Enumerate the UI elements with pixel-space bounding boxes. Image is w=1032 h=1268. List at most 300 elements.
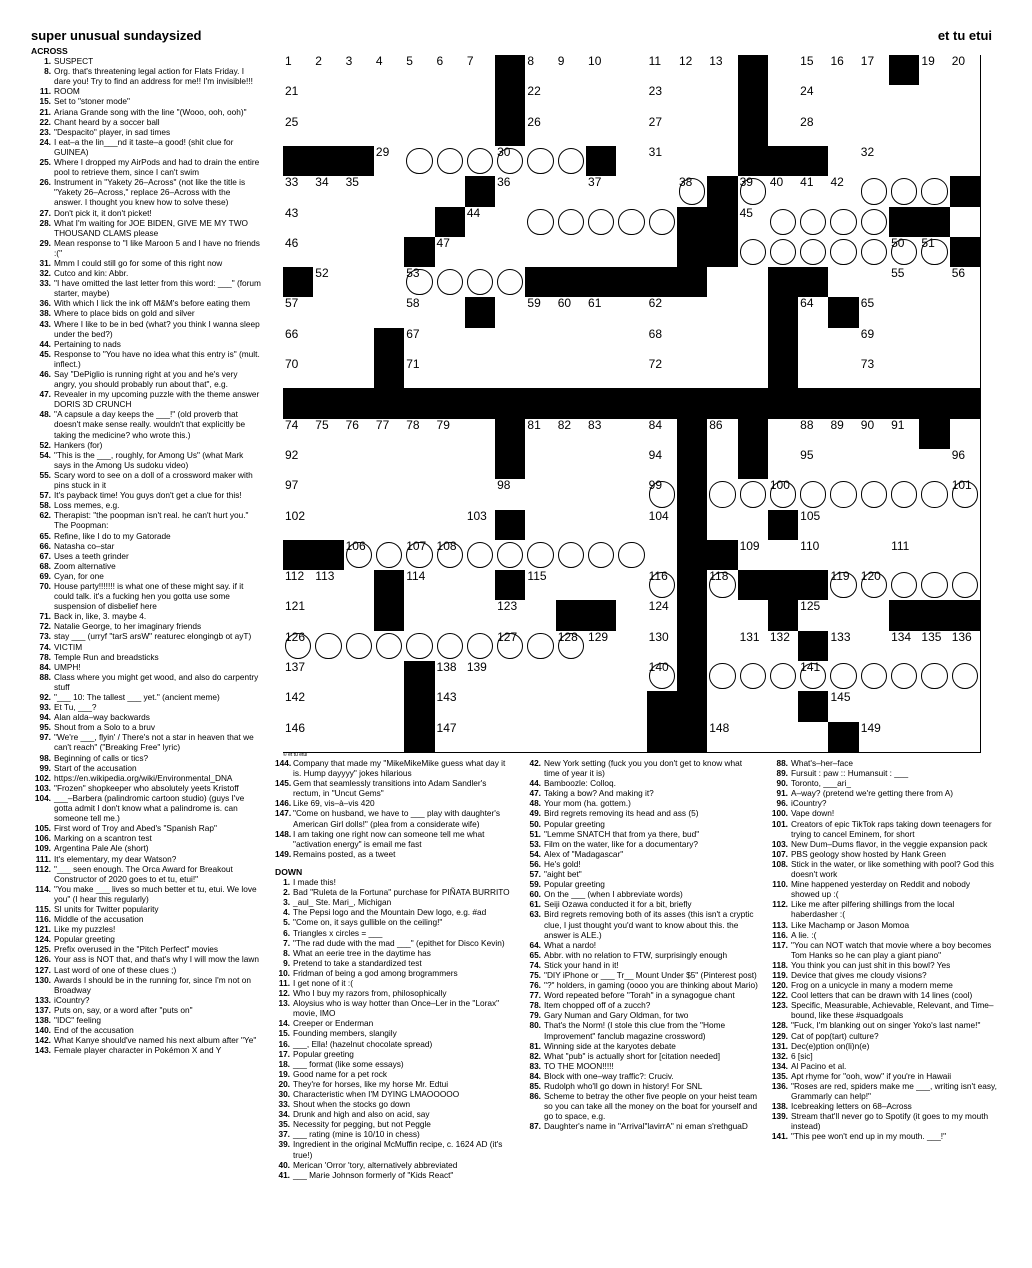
grid-cell[interactable]	[828, 116, 859, 147]
grid-cell[interactable]	[344, 207, 375, 238]
grid-cell[interactable]	[525, 510, 556, 541]
grid-cell[interactable]	[738, 600, 769, 631]
clue-item[interactable]	[275, 948, 513, 958]
clue-item[interactable]	[31, 581, 261, 611]
grid-cell[interactable]	[586, 570, 617, 601]
grid-cell[interactable]	[465, 722, 496, 753]
grid-cell[interactable]	[283, 207, 314, 238]
grid-cell[interactable]	[435, 176, 466, 207]
grid-cell[interactable]	[556, 85, 587, 116]
grid-cell[interactable]	[828, 267, 859, 298]
grid-cell[interactable]	[768, 631, 799, 662]
grid-cell[interactable]	[950, 85, 981, 116]
grid-cell[interactable]	[616, 116, 647, 147]
grid-cell[interactable]	[768, 419, 799, 450]
clue-item[interactable]	[770, 1131, 998, 1141]
clue-item[interactable]	[770, 849, 998, 859]
grid-cell[interactable]	[283, 479, 314, 510]
grid-cell[interactable]	[283, 449, 314, 480]
grid-cell[interactable]	[859, 297, 890, 328]
grid-cell[interactable]	[525, 358, 556, 389]
grid-cell[interactable]	[798, 237, 829, 268]
grid-cell[interactable]	[374, 116, 405, 147]
clue-item[interactable]	[526, 788, 760, 798]
clue-item[interactable]	[770, 1101, 998, 1111]
grid-cell[interactable]	[556, 358, 587, 389]
grid-cell[interactable]	[859, 600, 890, 631]
clue-item[interactable]	[770, 798, 998, 808]
grid-cell[interactable]	[889, 358, 920, 389]
grid-cell[interactable]	[950, 722, 981, 753]
grid-cell[interactable]	[313, 479, 344, 510]
grid-cell[interactable]	[616, 722, 647, 753]
grid-cell[interactable]	[374, 55, 405, 86]
clue-item[interactable]	[770, 808, 998, 818]
grid-cell[interactable]	[798, 116, 829, 147]
grid-cell[interactable]	[768, 661, 799, 692]
grid-cell[interactable]	[828, 449, 859, 480]
clue-item[interactable]	[31, 389, 261, 409]
grid-cell[interactable]	[283, 358, 314, 389]
grid-cell[interactable]	[556, 419, 587, 450]
clue-item[interactable]	[31, 954, 261, 964]
grid-cell[interactable]	[556, 297, 587, 328]
grid-cell[interactable]	[374, 540, 405, 571]
grid-cell[interactable]	[828, 176, 859, 207]
clue-item[interactable]	[526, 798, 760, 808]
clue-item[interactable]	[31, 218, 261, 238]
clue-item[interactable]	[31, 823, 261, 833]
grid-cell[interactable]	[556, 691, 587, 722]
grid-cell[interactable]	[495, 267, 526, 298]
clue-item[interactable]	[526, 1121, 760, 1131]
grid-cell[interactable]	[647, 631, 678, 662]
clue-item[interactable]	[275, 988, 513, 998]
clue-item[interactable]	[770, 758, 998, 768]
grid-cell[interactable]	[616, 297, 647, 328]
clue-item[interactable]	[31, 854, 261, 864]
grid-cell[interactable]	[677, 85, 708, 116]
clue-item[interactable]	[526, 1081, 760, 1091]
grid-cell[interactable]	[344, 600, 375, 631]
clue-item[interactable]	[31, 1045, 261, 1055]
grid-cell[interactable]	[768, 479, 799, 510]
grid-cell[interactable]	[374, 510, 405, 541]
grid-cell[interactable]	[828, 146, 859, 177]
grid-cell[interactable]	[435, 570, 466, 601]
grid-cell[interactable]	[768, 207, 799, 238]
grid-cell[interactable]	[556, 237, 587, 268]
grid-cell[interactable]	[556, 510, 587, 541]
grid-cell[interactable]	[435, 479, 466, 510]
grid-cell[interactable]	[828, 661, 859, 692]
grid-cell[interactable]	[889, 419, 920, 450]
grid-cell[interactable]	[283, 722, 314, 753]
grid-cell[interactable]	[616, 449, 647, 480]
grid-cell[interactable]	[616, 358, 647, 389]
clue-item[interactable]	[526, 879, 760, 889]
grid-cell[interactable]	[525, 328, 556, 359]
grid-cell[interactable]	[919, 449, 950, 480]
grid-cell[interactable]	[828, 540, 859, 571]
clue-item[interactable]	[31, 732, 261, 752]
clue-item[interactable]	[31, 1005, 261, 1015]
grid-cell[interactable]	[647, 207, 678, 238]
grid-cell[interactable]	[374, 631, 405, 662]
grid-cell[interactable]	[404, 267, 435, 298]
grid-cell[interactable]	[344, 297, 375, 328]
grid-cell[interactable]	[586, 691, 617, 722]
grid-cell[interactable]	[435, 237, 466, 268]
grid-cell[interactable]	[344, 176, 375, 207]
grid-cell[interactable]	[616, 146, 647, 177]
clue-item[interactable]	[770, 899, 998, 919]
clue-item[interactable]	[275, 938, 513, 948]
grid-cell[interactable]	[586, 631, 617, 662]
grid-cell[interactable]	[404, 116, 435, 147]
grid-cell[interactable]	[313, 55, 344, 86]
grid-cell[interactable]	[859, 661, 890, 692]
grid-cell[interactable]	[435, 510, 466, 541]
grid-cell[interactable]	[828, 207, 859, 238]
grid-cell[interactable]	[798, 661, 829, 692]
grid-cell[interactable]	[465, 631, 496, 662]
grid-cell[interactable]	[919, 479, 950, 510]
grid-cell[interactable]	[404, 540, 435, 571]
grid-cell[interactable]	[525, 146, 556, 177]
grid-cell[interactable]	[798, 449, 829, 480]
grid-cell[interactable]	[465, 328, 496, 359]
grid-cell[interactable]	[525, 722, 556, 753]
grid-cell[interactable]	[525, 479, 556, 510]
grid-cell[interactable]	[738, 540, 769, 571]
clue-item[interactable]	[31, 712, 261, 722]
clue-item[interactable]	[526, 758, 760, 778]
grid-cell[interactable]	[495, 237, 526, 268]
clue-item[interactable]	[31, 642, 261, 652]
clue-item[interactable]	[31, 995, 261, 1005]
grid-cell[interactable]	[465, 146, 496, 177]
grid-cell[interactable]	[889, 328, 920, 359]
clue-item[interactable]	[275, 1099, 513, 1109]
grid-cell[interactable]	[374, 207, 405, 238]
grid-cell[interactable]	[647, 55, 678, 86]
grid-cell[interactable]	[798, 297, 829, 328]
clue-item[interactable]	[31, 107, 261, 117]
grid-cell[interactable]	[465, 358, 496, 389]
grid-cell[interactable]	[435, 85, 466, 116]
clue-item[interactable]	[770, 960, 998, 970]
grid-cell[interactable]	[313, 176, 344, 207]
clue-item[interactable]	[31, 652, 261, 662]
grid-cell[interactable]	[919, 540, 950, 571]
grid-cell[interactable]	[798, 600, 829, 631]
grid-cell[interactable]	[435, 540, 466, 571]
grid-cell[interactable]	[465, 479, 496, 510]
grid-cell[interactable]	[859, 449, 890, 480]
grid-cell[interactable]	[889, 510, 920, 541]
clue-item[interactable]	[770, 788, 998, 798]
clue-item[interactable]	[275, 928, 513, 938]
grid-cell[interactable]	[586, 207, 617, 238]
grid-cell[interactable]	[738, 207, 769, 238]
grid-cell[interactable]	[313, 85, 344, 116]
grid-cell[interactable]	[859, 85, 890, 116]
grid-cell[interactable]	[586, 176, 617, 207]
grid-cell[interactable]	[950, 116, 981, 147]
grid-cell[interactable]	[435, 297, 466, 328]
grid-cell[interactable]	[586, 479, 617, 510]
grid-cell[interactable]	[344, 722, 375, 753]
grid-cell[interactable]	[889, 722, 920, 753]
grid-cell[interactable]	[647, 358, 678, 389]
grid-cell[interactable]	[768, 116, 799, 147]
grid-cell[interactable]	[313, 570, 344, 601]
grid-cell[interactable]	[283, 85, 314, 116]
clue-item[interactable]	[275, 968, 513, 978]
grid-cell[interactable]	[556, 55, 587, 86]
grid-cell[interactable]	[344, 85, 375, 116]
clue-item[interactable]	[31, 702, 261, 712]
grid-cell[interactable]	[950, 510, 981, 541]
clue-item[interactable]	[31, 934, 261, 944]
grid-cell[interactable]	[677, 358, 708, 389]
grid-cell[interactable]	[859, 267, 890, 298]
clue-item[interactable]	[275, 897, 513, 907]
grid-cell[interactable]	[707, 510, 738, 541]
grid-cell[interactable]	[798, 55, 829, 86]
grid-cell[interactable]	[798, 510, 829, 541]
clue-item[interactable]	[31, 773, 261, 783]
grid-cell[interactable]	[889, 116, 920, 147]
grid-cell[interactable]	[283, 55, 314, 86]
grid-cell[interactable]	[616, 237, 647, 268]
clue-item[interactable]	[31, 944, 261, 954]
clue-item[interactable]	[526, 839, 760, 849]
grid-cell[interactable]	[616, 631, 647, 662]
clue-item[interactable]	[526, 899, 760, 909]
grid-cell[interactable]	[465, 55, 496, 86]
clue-item[interactable]	[526, 778, 760, 788]
grid-cell[interactable]	[616, 570, 647, 601]
grid-cell[interactable]	[586, 540, 617, 571]
grid-cell[interactable]	[798, 419, 829, 450]
grid-cell[interactable]	[738, 328, 769, 359]
grid-cell[interactable]	[828, 55, 859, 86]
grid-cell[interactable]	[495, 691, 526, 722]
grid-cell[interactable]	[283, 116, 314, 147]
grid-cell[interactable]	[889, 631, 920, 662]
grid-cell[interactable]	[404, 449, 435, 480]
clue-item[interactable]	[31, 117, 261, 127]
clue-item[interactable]	[275, 978, 513, 988]
grid-cell[interactable]	[404, 419, 435, 450]
grid-cell[interactable]	[435, 116, 466, 147]
grid-cell[interactable]	[677, 328, 708, 359]
grid-cell[interactable]	[435, 691, 466, 722]
grid-cell[interactable]	[404, 510, 435, 541]
grid-cell[interactable]	[919, 328, 950, 359]
clue-item[interactable]	[31, 86, 261, 96]
grid-cell[interactable]	[465, 207, 496, 238]
grid-cell[interactable]	[707, 116, 738, 147]
grid-cell[interactable]	[344, 116, 375, 147]
grid-cell[interactable]	[647, 570, 678, 601]
grid-cell[interactable]	[950, 358, 981, 389]
grid-cell[interactable]	[950, 419, 981, 450]
grid-cell[interactable]	[465, 267, 496, 298]
grid-cell[interactable]	[707, 55, 738, 86]
grid-cell[interactable]	[465, 449, 496, 480]
grid-cell[interactable]	[283, 419, 314, 450]
grid-cell[interactable]	[556, 116, 587, 147]
grid-cell[interactable]	[707, 297, 738, 328]
clue-item[interactable]	[770, 1061, 998, 1071]
grid-cell[interactable]	[828, 328, 859, 359]
grid-cell[interactable]	[738, 267, 769, 298]
grid-cell[interactable]	[404, 570, 435, 601]
clue-item[interactable]	[526, 808, 760, 818]
grid-cell[interactable]	[889, 691, 920, 722]
grid-cell[interactable]	[707, 419, 738, 450]
grid-cell[interactable]	[707, 267, 738, 298]
clue-item[interactable]	[31, 157, 261, 177]
grid-cell[interactable]	[707, 600, 738, 631]
grid-cell[interactable]	[859, 176, 890, 207]
grid-cell[interactable]	[344, 267, 375, 298]
grid-cell[interactable]	[768, 85, 799, 116]
clue-item[interactable]	[31, 238, 261, 258]
clue-item[interactable]	[31, 510, 261, 530]
grid-cell[interactable]	[435, 661, 466, 692]
grid-cell[interactable]	[919, 267, 950, 298]
clue-item[interactable]	[526, 940, 760, 950]
grid-cell[interactable]	[313, 449, 344, 480]
grid-cell[interactable]	[828, 570, 859, 601]
clue-item[interactable]	[31, 208, 261, 218]
grid-cell[interactable]	[313, 297, 344, 328]
grid-cell[interactable]	[859, 631, 890, 662]
grid-cell[interactable]	[950, 207, 981, 238]
grid-cell[interactable]	[859, 570, 890, 601]
grid-cell[interactable]	[586, 55, 617, 86]
grid-cell[interactable]	[435, 146, 466, 177]
grid-cell[interactable]	[465, 661, 496, 692]
grid-cell[interactable]	[586, 328, 617, 359]
clue-item[interactable]	[31, 308, 261, 318]
grid-cell[interactable]	[495, 207, 526, 238]
grid-cell[interactable]	[798, 358, 829, 389]
grid-cell[interactable]	[525, 631, 556, 662]
grid-cell[interactable]	[707, 661, 738, 692]
grid-cell[interactable]	[344, 661, 375, 692]
grid-cell[interactable]	[950, 449, 981, 480]
grid-cell[interactable]	[950, 146, 981, 177]
clue-item[interactable]	[31, 349, 261, 369]
grid-cell[interactable]	[556, 722, 587, 753]
clue-item[interactable]	[770, 819, 998, 839]
grid-cell[interactable]	[919, 85, 950, 116]
grid-cell[interactable]	[889, 479, 920, 510]
grid-cell[interactable]	[586, 297, 617, 328]
grid-cell[interactable]	[435, 55, 466, 86]
clue-item[interactable]	[275, 1089, 513, 1099]
clue-item[interactable]	[770, 1031, 998, 1041]
grid-cell[interactable]	[374, 176, 405, 207]
grid-cell[interactable]	[647, 116, 678, 147]
clue-item[interactable]	[770, 1020, 998, 1030]
grid-cell[interactable]	[889, 176, 920, 207]
grid-cell[interactable]	[465, 419, 496, 450]
clue-item[interactable]	[275, 808, 513, 828]
clue-item[interactable]	[275, 1109, 513, 1119]
grid-cell[interactable]	[465, 691, 496, 722]
grid-cell[interactable]	[525, 176, 556, 207]
clue-item[interactable]	[770, 1111, 998, 1131]
grid-cell[interactable]	[647, 146, 678, 177]
clue-item[interactable]	[31, 1025, 261, 1035]
clue-item[interactable]	[526, 1010, 760, 1020]
clue-item[interactable]	[31, 1015, 261, 1025]
grid-cell[interactable]	[344, 449, 375, 480]
grid-cell[interactable]	[647, 328, 678, 359]
grid-cell[interactable]	[950, 297, 981, 328]
clue-item[interactable]	[31, 177, 261, 207]
clue-item[interactable]	[275, 758, 513, 778]
grid-cell[interactable]	[950, 267, 981, 298]
grid-cell[interactable]	[283, 237, 314, 268]
grid-cell[interactable]	[313, 510, 344, 541]
grid-cell[interactable]	[344, 55, 375, 86]
clue-item[interactable]	[526, 1020, 760, 1040]
clue-item[interactable]	[275, 907, 513, 917]
grid-cell[interactable]	[435, 328, 466, 359]
clue-item[interactable]	[31, 319, 261, 339]
grid-cell[interactable]	[798, 85, 829, 116]
clue-item[interactable]	[275, 1129, 513, 1139]
grid-cell[interactable]	[768, 722, 799, 753]
grid-cell[interactable]	[495, 297, 526, 328]
grid-cell[interactable]	[950, 328, 981, 359]
grid-cell[interactable]	[556, 631, 587, 662]
grid-cell[interactable]	[859, 237, 890, 268]
grid-cell[interactable]	[859, 722, 890, 753]
grid-cell[interactable]	[919, 297, 950, 328]
grid-cell[interactable]	[738, 722, 769, 753]
clue-item[interactable]	[275, 917, 513, 927]
grid-cell[interactable]	[313, 328, 344, 359]
grid-cell[interactable]	[525, 661, 556, 692]
grid-cell[interactable]	[283, 510, 314, 541]
grid-cell[interactable]	[586, 661, 617, 692]
grid-cell[interactable]	[586, 510, 617, 541]
grid-cell[interactable]	[313, 237, 344, 268]
grid-cell[interactable]	[495, 176, 526, 207]
grid-cell[interactable]	[435, 267, 466, 298]
grid-cell[interactable]	[495, 358, 526, 389]
grid-cell[interactable]	[495, 479, 526, 510]
grid-cell[interactable]	[677, 116, 708, 147]
clue-item[interactable]	[526, 950, 760, 960]
clue-item[interactable]	[770, 1071, 998, 1081]
grid-cell[interactable]	[344, 419, 375, 450]
clue-item[interactable]	[770, 970, 998, 980]
clue-item[interactable]	[31, 470, 261, 490]
grid-cell[interactable]	[828, 237, 859, 268]
clue-item[interactable]	[526, 1051, 760, 1061]
grid-cell[interactable]	[707, 146, 738, 177]
clue-item[interactable]	[770, 1041, 998, 1051]
